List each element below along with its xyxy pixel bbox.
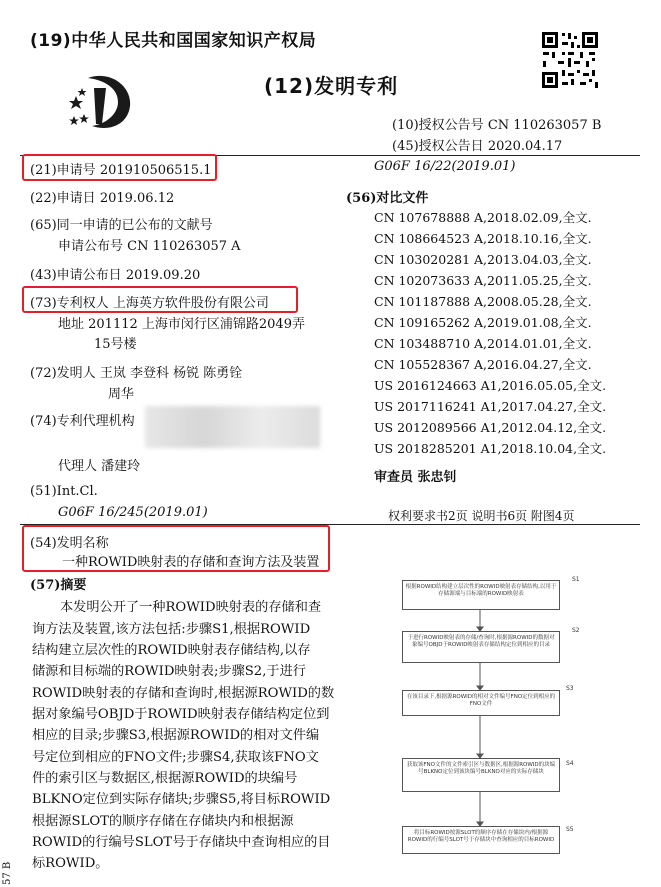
int-cl-value: G06F 16/245(2019.01) [58,505,208,520]
citation: CN 101187888 A,2008.05.28,全文. [374,294,592,309]
redacted-agency [145,406,320,448]
flowchart-step-label: S2 [572,627,580,634]
cnipa-emblem-icon [66,74,136,132]
publication-date: (43)申请公布日 2019.09.20 [30,268,201,283]
citation: CN 103020281 A,2013.04.03,全文. [374,252,592,267]
margin-document-code: 57 B [2,861,13,885]
address-line-1: 地址 201112 上海市闵行区浦锦路2049弄 [58,317,305,332]
citation: US 2017116241 A1,2017.04.27,全文. [374,399,607,414]
published-doc-label: (65)同一申请的已公布的文献号 [30,218,213,233]
flowchart-step-label: S4 [566,760,574,767]
citation: CN 105528367 A,2016.04.27,全文. [374,357,592,372]
flowchart-step-label: S1 [572,576,580,583]
flowchart-step: 在该目录下,根据源ROWID的相对文件编号FNO定位到相应的FNO文件 [402,690,560,716]
abstract-line: 询方法及装置,该方法包括:步骤S1,根据ROWID [32,622,311,637]
patentee: (73)专利权人 上海英方软件股份有限公司 [30,296,269,311]
flowchart-step: 根据ROWID结构建立层次性的ROWID映射表存储结构,以用于存储源端与目标端的ROWID映射表 [402,580,560,610]
inventors: (72)发明人 王岚 李登科 杨锐 陈勇铨 [30,366,243,381]
authority-name: (19)中华人民共和国国家知识产权局 [30,31,317,51]
published-doc-number: 申请公布号 CN 110263057 A [58,239,241,254]
abstract-label: (57)摘要 [30,578,87,593]
flowchart-step: 获取该FNO文件的文件索引区与数据区,根据源ROWID的块编号BLKNO定位到该块编号BLKNO对应的实际存储块 [402,758,560,792]
flowchart-arrows [470,610,490,830]
abstract-line: 据对象编号OBJD于ROWID映射表存储结构定位到 [32,707,330,722]
abstract-line: BLKNO定位到实际存储块;步骤S5,将目标ROWID [32,792,331,807]
abstract-line: ROWID映射表的存储和查询时,根据源ROWID的数 [32,686,335,701]
citation: CN 107678888 A,2018.02.09,全文. [374,210,592,225]
abstract-line: 号定位到相应的FNO文件;步骤S4,获取该FNO文 [32,750,319,765]
invention-title-label: (54)发明名称 [30,536,109,551]
abstract-line: 结构建立层次性的ROWID映射表存储结构,以存 [32,643,311,658]
inventors-continued: 周华 [108,387,135,402]
citation: CN 109165262 A,2019.01.08,全文. [374,315,592,330]
grant-publication-date: (45)授权公告日 2020.04.17 [392,139,563,154]
cited-documents-label: (56)对比文件 [346,191,429,206]
examiner: 审查员 张忠钊 [374,470,457,485]
abstract-line: 标ROWID。 [32,856,109,871]
flowchart-step: 将目标ROWID按源SLOT的顺序存储在存储块内/根据源ROWID的行编号SLOT号于存储块中查询相应的目标ROWID [402,826,560,854]
citation: US 2018285201 A1,2018.10.04,全文. [374,441,607,456]
flowchart-step: 于进行ROWID映射表的存储/查询时,根据源ROWID的数据对象编号OBJD于ROWID映射表存储结构定位到相应的目录 [402,631,560,663]
citation: CN 103488710 A,2014.01.01,全文. [374,336,592,351]
application-date: (22)申请日 2019.06.12 [30,191,175,206]
qr-code-icon [540,30,600,90]
abstract-line: 本发明公开了一种ROWID映射表的存储和查 [60,600,322,615]
document-type: (12)发明专利 [264,74,399,98]
abstract-line: 根据源SLOT的顺序存储在存储块内和根据源 [32,814,294,829]
citation: CN 108664523 A,2018.10.16,全文. [374,231,592,246]
application-number: (21)申请号 201910506515.1 [30,163,212,178]
address-line-2: 15号楼 [94,337,137,352]
invention-title: 一种ROWID映射表的存储和查询方法及装置 [62,555,320,570]
grant-publication-number: (10)授权公告号 CN 110263057 B [392,118,602,133]
flowchart-step-label: S3 [566,685,574,692]
abstract-line: 件的索引区与数据区,根据源ROWID的块编号 [32,771,298,786]
flowchart-step-label: S5 [566,826,574,833]
agent: 代理人 潘建玲 [58,459,141,474]
abstract-line: ROWID的行编号SLOT号于存储块中查询相应的目 [32,835,331,850]
citation: US 2016124663 A1,2016.05.05,全文. [374,378,607,393]
citation: US 2012089566 A1,2012.04.12,全文. [374,420,607,435]
agency-label: (74)专利代理机构 [30,414,135,429]
page-counts: 权利要求书2页 说明书6页 附图4页 [388,509,575,523]
abstract-line: 储源和目标端的ROWID映射表;步骤S2,于进行 [32,664,306,679]
int-cl-label: (51)Int.Cl. [30,484,98,499]
abstract-line: 相应的目录;步骤S3,根据源ROWID的相对文件编 [32,728,320,743]
secondary-classification: G06F 16/22(2019.01) [374,159,516,174]
citation: CN 102073633 A,2011.05.25,全文. [374,273,592,288]
